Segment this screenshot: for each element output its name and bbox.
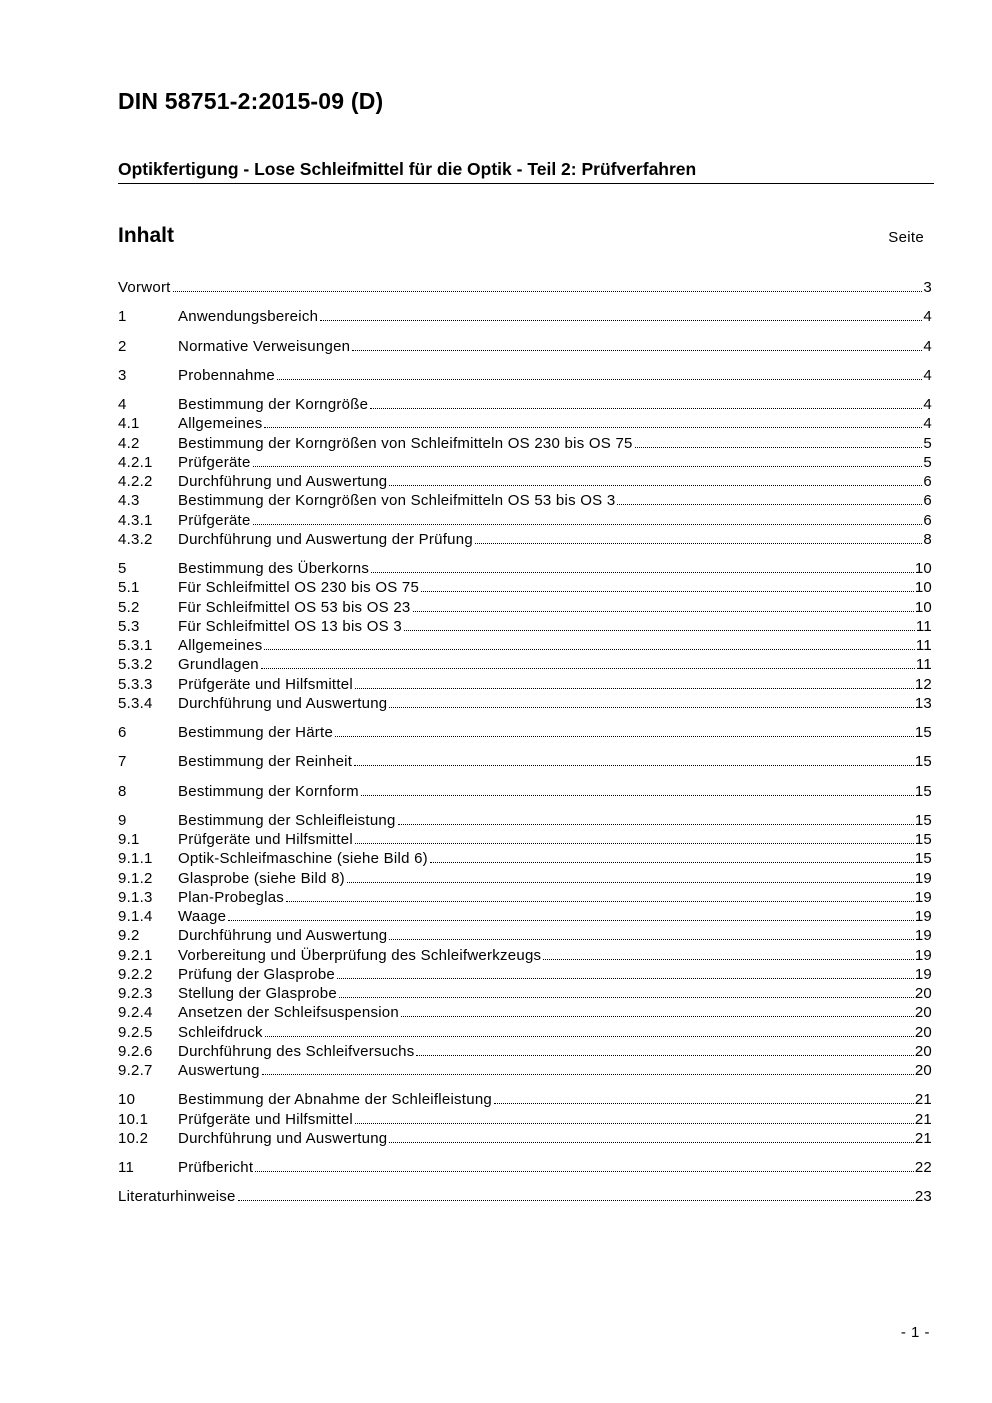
toc-entry[interactable] [118, 1023, 932, 1042]
toc-dot-leader [261, 668, 915, 669]
toc-entry-page[interactable]: 15 [914, 811, 932, 829]
toc-entry[interactable] [118, 395, 932, 414]
toc-entry[interactable] [118, 530, 932, 549]
toc-entry-page[interactable]: 15 [914, 831, 932, 848]
toc-entry-number: 4 [118, 396, 127, 413]
toc-dot-leader [354, 765, 914, 766]
toc-entry[interactable] [118, 414, 932, 433]
toc-entry-title[interactable]: Durchführung und Auswertung [178, 694, 388, 712]
toc-dot-leader [347, 882, 914, 883]
toc-dot-leader [494, 1103, 914, 1104]
toc-entry-number: 10.1 [118, 1110, 149, 1128]
toc-entry-number: 9.2.6 [118, 1042, 153, 1060]
toc-entry-title[interactable]: Bestimmung der Abnahme der Schleifleistung [178, 1091, 493, 1109]
toc-entry[interactable] [118, 1187, 932, 1206]
toc-entry-page[interactable]: 11 [915, 656, 932, 674]
toc-dot-leader [352, 350, 922, 351]
toc-entry-title[interactable]: Anwendungsbereich [178, 308, 319, 326]
toc-entry-number: 4.2 [118, 434, 140, 452]
toc-entry-title[interactable]: Bestimmung der Härte [178, 724, 334, 741]
toc-entry-number: 9.2.7 [118, 1062, 153, 1079]
toc-entry-title[interactable]: Vorbereitung und Überprüfung des Schleifwerkzeugs [178, 946, 542, 964]
toc-entry[interactable] [118, 1061, 932, 1080]
toc-entry-page[interactable]: 19 [914, 946, 932, 964]
toc-entry[interactable] [118, 1110, 932, 1129]
toc-entry[interactable] [118, 1042, 932, 1061]
toc-entry-number: 5.3.4 [118, 694, 153, 712]
toc-entry-number: 6 [118, 724, 127, 741]
toc-entry-number: 7 [118, 753, 127, 771]
toc-entry[interactable] [118, 811, 932, 830]
toc-entry[interactable] [118, 946, 932, 965]
toc-entry-number: 9.1.4 [118, 908, 153, 925]
toc-entry[interactable] [118, 1090, 932, 1109]
toc-entry[interactable] [118, 694, 932, 713]
toc-entry[interactable] [118, 675, 932, 694]
toc-entry-title[interactable]: Optik-Schleifmaschine (siehe Bild 6) [178, 850, 428, 868]
toc-entry-page[interactable]: 4 [923, 396, 932, 413]
toc-dot-leader [389, 485, 922, 486]
toc-entry-page[interactable]: 6 [923, 511, 932, 529]
toc-entry-page[interactable]: 19 [914, 888, 932, 906]
toc-entry-page[interactable]: 20 [914, 1023, 932, 1041]
toc-entry-page[interactable]: 12 [914, 675, 932, 693]
toc-entry-page[interactable]: 6 [923, 473, 932, 490]
toc-entry-number: 9.2.5 [118, 1023, 153, 1041]
document-subtitle: Optikfertigung - Lose Schleifmittel für die Optik - Teil 2: Prüfverfahren [118, 159, 697, 179]
toc-entry-page[interactable]: 15 [914, 782, 932, 800]
toc-dot-leader [264, 427, 922, 428]
toc-dot-leader [262, 1074, 914, 1075]
toc-entry[interactable] [118, 307, 932, 326]
toc-dot-leader [413, 611, 914, 612]
toc-entry[interactable] [118, 278, 932, 297]
toc-entry[interactable] [118, 965, 932, 984]
toc-entry-page[interactable]: 5 [923, 453, 932, 471]
toc-dot-leader [173, 291, 923, 292]
toc-entry-page[interactable]: 19 [914, 927, 932, 945]
toc-dot-leader [286, 901, 914, 902]
toc-dot-leader [335, 736, 914, 737]
toc-entry-page[interactable]: 15 [914, 850, 932, 868]
toc-entry-number: 8 [118, 782, 127, 800]
toc-entry-number: 5.3.1 [118, 637, 153, 654]
toc-entry-page[interactable]: 4 [923, 308, 932, 326]
toc-entry-page[interactable]: 20 [914, 1042, 932, 1060]
toc-entry-title[interactable]: Bestimmung der Korngröße [178, 396, 369, 413]
toc-entry-number: 9.1.3 [118, 888, 153, 906]
toc-entry-title[interactable]: Prüfgeräte [178, 511, 251, 529]
toc-entry-title[interactable]: Bestimmung der Kornform [178, 782, 359, 800]
toc-dot-leader [355, 1123, 914, 1124]
toc-page-column-label: Seite [888, 229, 924, 246]
toc-dot-leader [398, 824, 914, 825]
toc-entry[interactable] [118, 559, 932, 578]
toc-dot-leader [265, 1036, 914, 1037]
toc-entry[interactable] [118, 366, 932, 385]
toc-entry-page[interactable]: 21 [914, 1091, 932, 1109]
toc-entry-title[interactable]: Plan-Probeglas [178, 888, 285, 906]
toc-entry[interactable] [118, 926, 932, 945]
document-title: DIN 58751-2:2015-09 (D) [118, 88, 384, 114]
toc-entry[interactable] [118, 337, 932, 356]
toc-dot-leader [355, 843, 914, 844]
toc-entry-title[interactable]: Bestimmung des Überkorns [178, 560, 370, 577]
toc-dot-leader [389, 707, 913, 708]
toc-entry-title[interactable]: Probennahme [178, 366, 275, 384]
toc-entry[interactable] [118, 617, 932, 636]
toc-entry-page[interactable]: 21 [914, 1110, 932, 1128]
toc-entry-number: 5 [118, 560, 127, 577]
toc-entry-number: 4.3.1 [118, 511, 153, 529]
toc-entry-page[interactable]: 8 [923, 530, 932, 548]
toc-entry-page[interactable]: 11 [915, 637, 932, 654]
toc-entry-number: 5.3 [118, 617, 140, 635]
toc-entry-title[interactable]: Prüfgeräte [178, 453, 251, 471]
toc-entry-number: 4.2.2 [118, 473, 153, 490]
toc-entry-number: 4.3.2 [118, 530, 153, 548]
toc-entry-page[interactable]: 21 [914, 1129, 932, 1147]
toc-entry-title[interactable]: Grundlagen [178, 656, 259, 674]
toc-entry-title[interactable]: Durchführung des Schleifversuchs [178, 1042, 415, 1060]
toc-entry-number: 9.1.1 [118, 850, 153, 868]
toc-entry-title[interactable]: Allgemeines [178, 415, 263, 433]
toc-entry-title[interactable]: Literaturhinweise [118, 1188, 236, 1206]
toc-dot-leader [320, 320, 922, 321]
toc-dot-leader [277, 379, 922, 380]
toc-entry-number: 9.1.2 [118, 869, 153, 887]
toc-entry-number: 5.2 [118, 598, 140, 616]
toc-dot-leader [416, 1055, 913, 1056]
toc-entry[interactable] [118, 723, 932, 742]
toc-entry-number: 1 [118, 308, 127, 326]
toc-entry-number: 9.2.1 [118, 946, 153, 964]
toc-dot-leader [421, 591, 914, 592]
toc-dot-leader [255, 1171, 914, 1172]
toc-entry-number: 9.2.3 [118, 985, 153, 1002]
toc-dot-leader [543, 959, 914, 960]
toc-entry-title[interactable]: Prüfgeräte und Hilfsmittel [178, 831, 353, 848]
toc-dot-leader [401, 1016, 914, 1017]
toc-dot-leader [253, 524, 923, 525]
toc-dot-leader [389, 939, 913, 940]
toc-entry[interactable] [118, 1129, 932, 1148]
toc-entry-page[interactable]: 4 [923, 415, 932, 433]
toc-dot-leader [228, 920, 914, 921]
toc-dot-leader [264, 649, 914, 650]
toc-entry[interactable] [118, 491, 932, 510]
toc-entry-page[interactable]: 10 [914, 598, 932, 616]
toc-dot-leader [430, 862, 914, 863]
toc-entry-page[interactable]: 10 [914, 579, 932, 597]
toc-entry-page[interactable]: 19 [914, 965, 932, 983]
toc-entry-title[interactable]: Für Schleifmittel OS 230 bis OS 75 [178, 579, 420, 597]
toc-entry-number: 10.2 [118, 1129, 149, 1147]
toc-entry-number: 9 [118, 811, 127, 829]
toc-entry-title[interactable]: Ansetzen der Schleifsuspension [178, 1004, 399, 1022]
toc-heading: Inhalt [118, 224, 174, 247]
toc-dot-leader [337, 978, 914, 979]
toc-entry-page[interactable]: 5 [923, 434, 932, 452]
toc-entry-page[interactable]: 22 [914, 1159, 932, 1176]
toc-entry-number: 4.3 [118, 492, 140, 510]
toc-entry-title[interactable]: Stellung der Glasprobe [178, 985, 337, 1002]
toc-dot-leader [617, 504, 922, 505]
toc-dot-leader [389, 1142, 913, 1143]
toc-entry-page[interactable]: 20 [914, 1004, 932, 1022]
title-divider [118, 183, 934, 184]
toc-entry[interactable] [118, 888, 932, 907]
toc-entry[interactable] [118, 1003, 932, 1022]
toc-entry[interactable] [118, 434, 932, 453]
toc-entry-number: 10 [118, 1091, 136, 1109]
toc-entry-number: 2 [118, 337, 127, 355]
toc-entry-number: 4.1 [118, 415, 140, 433]
toc-dot-leader [253, 466, 923, 467]
toc-entry-page[interactable]: 4 [923, 337, 932, 355]
toc-entry-title[interactable]: Bestimmung der Schleifleistung [178, 811, 396, 829]
toc-entry[interactable] [118, 655, 932, 674]
page-number: - 1 - [900, 1324, 930, 1341]
toc-entry-page[interactable]: 6 [923, 492, 932, 510]
toc-entry-title[interactable]: Bestimmung der Korngrößen von Schleifmitteln OS 53 bis OS 3 [178, 492, 616, 510]
toc-entry-title[interactable]: Prüfgeräte und Hilfsmittel [178, 1110, 353, 1128]
toc-dot-leader [371, 572, 914, 573]
toc-entry[interactable] [118, 869, 932, 888]
toc-entry-number: 4.2.1 [118, 453, 153, 471]
toc-entry-page[interactable]: 23 [914, 1188, 932, 1206]
toc-entry[interactable] [118, 472, 932, 491]
toc-entry-number: 5.3.2 [118, 656, 153, 674]
toc-entry-number: 3 [118, 366, 127, 384]
toc-entry[interactable] [118, 782, 932, 801]
toc-dot-leader [361, 795, 914, 796]
toc-entry-page[interactable]: 11 [915, 617, 932, 635]
toc-entry-title[interactable]: Prüfung der Glasprobe [178, 965, 336, 983]
toc-entry-number: 9.2.4 [118, 1004, 153, 1022]
toc-entry[interactable] [118, 907, 932, 926]
toc-entry-title[interactable]: Vorwort [118, 279, 171, 296]
toc-entry-number: 11 [118, 1159, 135, 1176]
toc-entry[interactable] [118, 453, 932, 472]
toc-entry-number: 9.2 [118, 927, 140, 945]
toc-entry-page[interactable]: 19 [914, 908, 932, 925]
toc-entry-title[interactable]: Prüfgeräte und Hilfsmittel [178, 675, 353, 693]
toc-entry-title[interactable]: Prüfbericht [178, 1159, 254, 1176]
toc-dot-leader [339, 997, 914, 998]
toc-entry[interactable] [118, 752, 932, 771]
toc-entry-title[interactable]: Durchführung und Auswertung [178, 927, 388, 945]
toc-entry-title[interactable]: Waage [178, 908, 227, 925]
toc-dot-leader [635, 447, 923, 448]
toc-entry-page[interactable]: 10 [914, 560, 932, 577]
toc-entry-page[interactable]: 15 [914, 724, 932, 741]
toc-entry-title[interactable]: Glasprobe (siehe Bild 8) [178, 869, 345, 887]
toc-entry-title[interactable]: Für Schleifmittel OS 13 bis OS 3 [178, 617, 402, 635]
toc-entry-title[interactable]: Bestimmung der Korngrößen von Schleifmitteln OS 230 bis OS 75 [178, 434, 633, 452]
toc-entry[interactable] [118, 511, 932, 530]
toc-entry-number: 5.1 [118, 579, 140, 597]
toc-entry-page[interactable]: 19 [914, 869, 932, 887]
toc-dot-leader [370, 408, 922, 409]
toc-entry-title[interactable]: Schleifdruck [178, 1023, 263, 1041]
toc-entry-title[interactable]: Für Schleifmittel OS 53 bis OS 23 [178, 598, 411, 616]
toc-dot-leader [355, 688, 914, 689]
toc-entry-page[interactable]: 20 [914, 985, 932, 1002]
table-of-contents [118, 278, 932, 1207]
toc-entry-page[interactable]: 15 [914, 753, 932, 771]
toc-entry-page[interactable]: 20 [914, 1062, 932, 1079]
toc-entry-title[interactable]: Durchführung und Auswertung [178, 1129, 388, 1147]
toc-entry[interactable] [118, 849, 932, 868]
toc-entry-number: 9.2.2 [118, 965, 153, 983]
toc-entry[interactable] [118, 1158, 932, 1177]
toc-dot-leader [475, 543, 922, 544]
toc-entry[interactable] [118, 984, 932, 1003]
toc-entry[interactable] [118, 636, 932, 655]
toc-dot-leader [404, 630, 915, 631]
toc-entry-page[interactable]: 3 [923, 279, 932, 296]
toc-entry-number: 9.1 [118, 831, 140, 848]
toc-entry[interactable] [118, 830, 932, 849]
toc-entry-title[interactable]: Durchführung und Auswertung [178, 473, 388, 490]
toc-entry[interactable] [118, 578, 932, 597]
toc-entry-number: 5.3.3 [118, 675, 153, 693]
toc-entry-title[interactable]: Normative Verweisungen [178, 337, 351, 355]
toc-entry-page[interactable]: 4 [923, 366, 932, 384]
toc-dot-leader [238, 1200, 914, 1201]
toc-entry-title[interactable]: Bestimmung der Reinheit [178, 753, 353, 771]
toc-entry[interactable] [118, 598, 932, 617]
toc-entry-page[interactable]: 13 [914, 694, 932, 712]
toc-entry-title[interactable]: Auswertung [178, 1062, 260, 1079]
toc-entry-title[interactable]: Allgemeines [178, 637, 263, 654]
toc-entry-title[interactable]: Durchführung und Auswertung der Prüfung [178, 530, 473, 548]
